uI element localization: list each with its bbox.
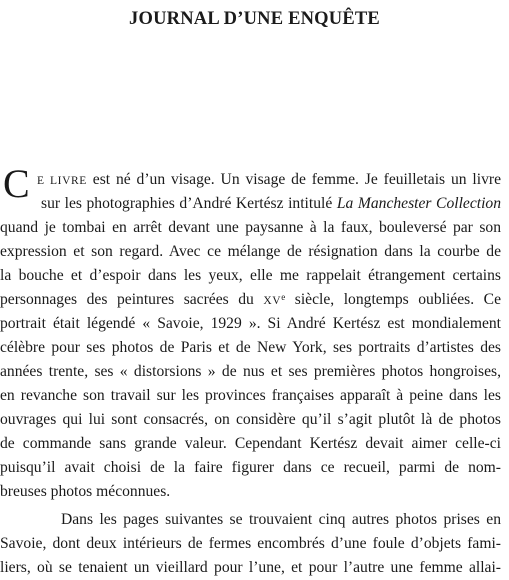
text-line-17: liers, où se tenaient un vieillard pour l’une, et pour l’autre une femme allai-: [0, 559, 501, 576]
text-line-5: la bouche et d’espoir dans les yeux, elle me rappelait étrangement certains: [0, 267, 501, 284]
text-line-8: célèbre pour ses photos de Paris et de New York, ses portraits d’artistes des: [0, 339, 501, 356]
text-line-7: portrait était légendé « Savoie, 1929 ». Si André Kertész est mondialement: [0, 315, 501, 332]
small-caps-opening: E LIVRE: [37, 175, 87, 187]
century-numeral: XV: [263, 295, 282, 307]
text-line-15: Dans les pages suivantes se trouvaient cinq autres photos prises en: [61, 511, 501, 528]
text-line-12: de commande sans grande valeur. Cependant Kertész devait aimer celle-ci: [0, 435, 501, 452]
book-title: La Manchester Collection: [336, 195, 501, 212]
text-line-9: années trente, ses « distorsions » de nus et ses premières photos hongroises,: [0, 363, 501, 380]
century-superscript: e: [281, 292, 286, 302]
text-line-11: ouvrages qui lui sont consacrés, on considère qu’il s’agit plutôt là de photos: [0, 411, 501, 428]
text-line-10: en revanche son travail sur les provinces françaises apparaît à peine dans les: [0, 387, 501, 404]
text-line-2: sur les photographies d’André Kertész intitulé La Manchester Collection: [41, 195, 501, 212]
text-line-13: puisqu’il avait choisi de la faire figurer dans ce recueil, parmi de nom-: [0, 459, 501, 476]
text-line-14: breuses photos méconnues.: [0, 483, 171, 500]
drop-cap: C: [3, 161, 30, 206]
chapter-title: JOURNAL D’UNE ENQUÊTE: [129, 9, 380, 29]
text-line-3: quand je tombai en arrêt devant une paysanne à la faux, bouleversé par son: [0, 219, 501, 236]
text-line-1: E LIVRE est né d’un visage. Un visage de femme. Je feuilletais un livre: [37, 171, 501, 188]
text-line-4: expression et son regard. Avec ce mélange de résignation dans la courbe de: [0, 243, 501, 260]
text-line-6: personnages des peintures sacrées du XVe siècle, longtemps oubliées. Ce: [0, 291, 501, 308]
text-line-16: Savoie, dont deux intérieurs de fermes encombrés d’une foule d’objets fami-: [0, 535, 501, 552]
